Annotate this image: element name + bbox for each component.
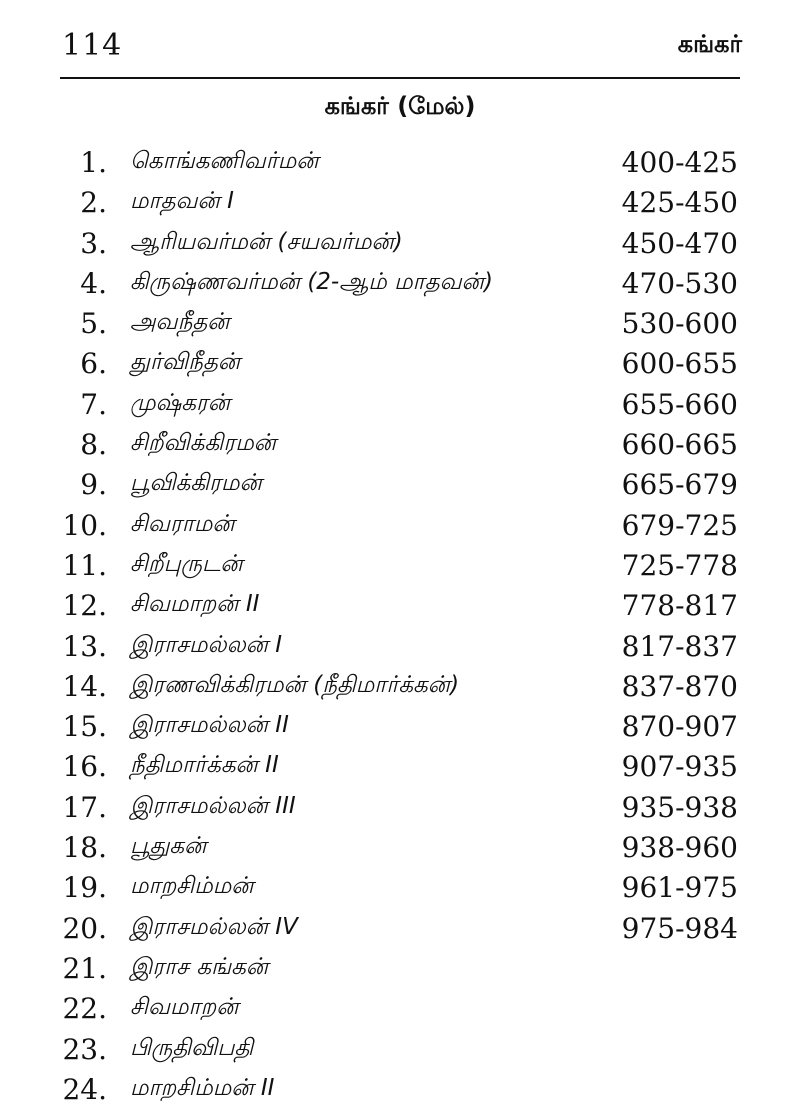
ruler-name: முஷ்கரன் [130, 389, 231, 416]
entry-number: 9. [80, 468, 107, 502]
list-item [0, 906, 800, 946]
ruler-name: பூவிக்கிரமன் [130, 470, 262, 497]
list-item [0, 744, 800, 784]
ruler-name: இராசமல்லன் III [130, 792, 296, 819]
entry-number: 6. [80, 347, 107, 381]
ruler-list [0, 140, 800, 1107]
ruler-name: சிவமாறன் [130, 994, 239, 1021]
ruler-name: சிவராமன் [130, 510, 235, 537]
ruler-name: இராசமல்லன் II [130, 712, 289, 739]
ruler-name: இராசமல்லன் I [130, 631, 283, 658]
ruler-name: இராசமல்லன் IV [130, 913, 298, 940]
ruler-name: அவநீதன் [130, 309, 230, 336]
list-item [0, 382, 800, 422]
reign-years: 400-425 [621, 146, 738, 179]
entry-number: 14. [62, 669, 107, 703]
reign-years: 778-817 [621, 589, 738, 623]
list-item [0, 301, 800, 341]
header-rule [60, 77, 740, 79]
reign-years: 530-600 [621, 307, 738, 341]
list-item [0, 221, 800, 261]
reign-years: 450-470 [621, 226, 738, 260]
reign-years: 679-725 [621, 508, 738, 542]
list-item [0, 986, 800, 1026]
list-item [0, 865, 800, 905]
ruler-name: துர்விநீதன் [130, 349, 241, 376]
ruler-name: சிவமாறன் II [130, 591, 260, 618]
entry-number: 10. [62, 508, 107, 542]
entry-number: 16. [62, 750, 107, 784]
reign-years: 837-870 [621, 669, 738, 703]
entry-number: 4. [80, 266, 107, 300]
entry-number: 24. [62, 1072, 107, 1106]
entry-number: 17. [62, 790, 107, 824]
reign-years: 665-679 [621, 468, 738, 502]
ruler-name: கிருஷ்ணவர்மன் (2-ஆம் மாதவன்) [130, 268, 493, 295]
ruler-name: சிறீபுருடன் [130, 550, 243, 577]
entry-number: 20. [62, 911, 107, 945]
ruler-name: பூதுகன் [130, 833, 207, 860]
entry-number: 18. [62, 831, 107, 865]
entry-number: 1. [80, 146, 107, 179]
list-item [0, 583, 800, 623]
list-item [0, 1027, 800, 1067]
reign-years: 660-665 [621, 428, 738, 462]
ruler-name: இராச கங்கன் [130, 953, 269, 980]
reign-years: 935-938 [621, 790, 738, 824]
list-item [0, 341, 800, 381]
list-item [0, 543, 800, 583]
entry-number: 3. [80, 226, 107, 260]
entry-number: 11. [62, 548, 107, 582]
list-item [0, 503, 800, 543]
page-number: 114 [62, 28, 123, 63]
ruler-name: சிறீவிக்கிரமன் [130, 430, 277, 457]
entry-number: 5. [80, 307, 107, 341]
entry-number: 23. [62, 1032, 107, 1066]
ruler-name: ஆரியவர்மன் (சயவர்மன்) [130, 228, 403, 255]
list-item [0, 785, 800, 825]
reign-years: 470-530 [621, 266, 738, 300]
entry-number: 13. [62, 629, 107, 663]
entry-number: 8. [80, 428, 107, 462]
running-head: கங்கர் [677, 30, 742, 58]
ruler-name: மாறசிம்மன் [130, 873, 254, 900]
list-item [0, 946, 800, 986]
reign-years: 817-837 [621, 629, 738, 663]
list-item [0, 462, 800, 502]
ruler-name: பிருதிவிபதி [130, 1034, 254, 1061]
reign-years: 600-655 [621, 347, 738, 381]
entry-number: 21. [62, 951, 107, 985]
entry-number: 12. [62, 589, 107, 623]
ruler-name: மாறசிம்மன் II [130, 1074, 275, 1101]
list-item [0, 422, 800, 462]
reign-years: 425-450 [621, 186, 738, 220]
reign-years: 975-984 [621, 911, 738, 945]
ruler-name: மாதவன் I [130, 188, 234, 215]
list-item [0, 180, 800, 220]
list-item [0, 664, 800, 704]
entry-number: 7. [80, 387, 107, 421]
entry-number: 15. [62, 710, 107, 744]
entry-number: 22. [62, 992, 107, 1026]
reign-years: 870-907 [621, 710, 738, 744]
ruler-name: நீதிமார்க்கன் II [130, 752, 279, 779]
list-item [0, 1067, 800, 1107]
ruler-name: இரணவிக்கிரமன் (நீதிமார்க்கன்) [130, 671, 460, 698]
list-item [0, 624, 800, 664]
entry-number: 2. [80, 186, 107, 220]
ruler-name: கொங்கணிவர்மன் [130, 148, 319, 174]
entry-number: 19. [62, 871, 107, 905]
reign-years: 907-935 [621, 750, 738, 784]
reign-years: 938-960 [621, 831, 738, 865]
reign-years: 725-778 [621, 548, 738, 582]
list-item [0, 140, 800, 180]
list-item [0, 261, 800, 301]
list-item [0, 825, 800, 865]
reign-years: 655-660 [621, 387, 738, 421]
list-item [0, 704, 800, 744]
section-title: கங்கர் (மேல்) [324, 92, 476, 120]
reign-years: 961-975 [621, 871, 738, 905]
